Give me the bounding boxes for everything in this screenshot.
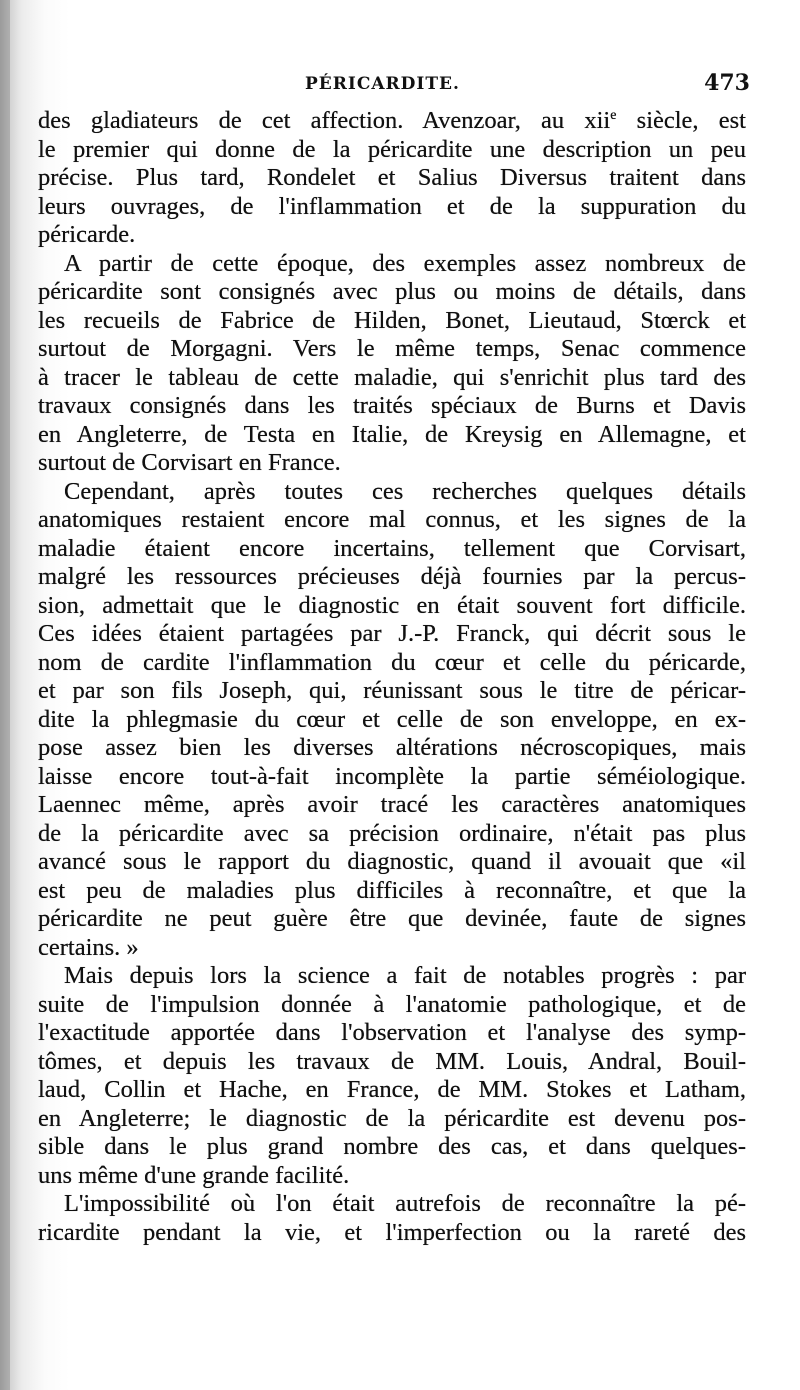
text-line-content: tômes, et depuis les travaux de MM. Louis, Andral, Bouil- xyxy=(38,1047,746,1075)
text-line-content: Mais depuis lors la science a fait de notables progrès : par xyxy=(64,962,746,989)
text-line xyxy=(38,706,746,735)
body-text xyxy=(38,107,746,1247)
text-line xyxy=(38,934,746,963)
text-line-content: suite de l'impulsion donnée à l'anatomie pathologique, et de xyxy=(38,990,746,1018)
text-line-content: péricarde. xyxy=(38,221,136,248)
page-gutter-shadow xyxy=(0,0,10,1390)
superscript: e xyxy=(610,107,617,123)
text-line-content: Laennec même, après avoir tracé les caractères anatomiques xyxy=(38,791,746,818)
text-line xyxy=(38,392,746,421)
text-line-content: certains. » xyxy=(38,933,139,961)
text-line-content: des gladiateurs de cet affection. Avenzoar, au xii xyxy=(38,107,611,134)
text-line xyxy=(38,506,746,535)
text-line-content: sion, admettait que le diagnostic en était souvent fort difficile. xyxy=(38,591,746,619)
text-line-content: péricardite sont consignés avec plus ou moins de détails, dans xyxy=(38,278,746,305)
text-line-content: à tracer le tableau de cette maladie, qui s'enrichit plus tard des xyxy=(38,363,746,391)
text-line xyxy=(38,962,746,991)
text-line xyxy=(38,449,746,478)
text-line-content: en Angleterre, de Testa en Italie, de Kreysig en Allemagne, et xyxy=(38,420,746,448)
text-line xyxy=(38,221,746,250)
text-line-content: malgré les ressources précieuses déjà fournies par la percus- xyxy=(38,563,746,590)
text-line xyxy=(38,1190,746,1219)
text-line xyxy=(38,649,746,678)
text-line-content: est peu de maladies plus difficiles à reconnaître, et que la xyxy=(38,876,746,904)
text-line-content: L'impossibilité où l'on était autrefois de reconnaître la pé- xyxy=(64,1190,746,1217)
text-line xyxy=(38,1019,746,1048)
text-line-content: anatomiques restaient encore mal connus, et les signes de la xyxy=(38,506,746,533)
text-line-content: dite la phlegmasie du cœur et celle de son enveloppe, en ex- xyxy=(38,705,746,733)
text-line xyxy=(38,250,746,279)
text-line-content: le premier qui donne de la péricardite une description un peu xyxy=(38,135,746,163)
text-line xyxy=(38,278,746,307)
text-line xyxy=(38,421,746,450)
text-line-content: sible dans le plus grand nombre des cas, et dans quelques- xyxy=(38,1133,746,1160)
text-line xyxy=(38,791,746,820)
text-line-content: travaux consignés dans les traités spéciaux de Burns et Davis xyxy=(38,392,746,419)
text-line-content: Cependant, après toutes ces recherches quelques détails xyxy=(64,477,746,505)
text-line xyxy=(38,535,746,564)
text-line xyxy=(38,563,746,592)
text-line-content: maladie étaient encore incertains, tellement que Corvisart, xyxy=(38,534,746,562)
text-line xyxy=(38,478,746,507)
text-line-content: uns même d'une grande facilité. xyxy=(38,1161,350,1189)
text-line-content: de la péricardite avec sa précision ordinaire, n'était pas plus xyxy=(38,819,746,847)
text-line xyxy=(38,364,746,393)
page-number: 473 xyxy=(704,70,750,96)
text-line-content: précise. Plus tard, Rondelet et Salius Diversus traitent dans xyxy=(38,164,746,191)
text-line-tail: siècle, est xyxy=(616,107,746,134)
text-line xyxy=(38,1219,746,1248)
text-line-content: laud, Collin et Hache, en France, de MM. Stokes et Latham, xyxy=(38,1076,746,1103)
text-line xyxy=(38,307,746,336)
text-line xyxy=(38,763,746,792)
text-line-content: les recueils de Fabrice de Hilden, Bonet, Lieutaud, Stœrck et xyxy=(38,306,746,334)
page-header xyxy=(40,70,750,100)
text-line xyxy=(38,877,746,906)
text-line xyxy=(38,734,746,763)
text-line xyxy=(38,107,746,136)
text-line xyxy=(38,592,746,621)
text-line xyxy=(38,164,746,193)
text-line xyxy=(38,677,746,706)
text-line xyxy=(38,848,746,877)
text-line-content: l'exactitude apportée dans l'observation et l'analyse des symp- xyxy=(38,1019,746,1046)
text-line-content: et par son fils Joseph, qui, réunissant sous le titre de péricar- xyxy=(38,677,746,704)
text-line xyxy=(38,905,746,934)
text-line xyxy=(38,1162,746,1191)
text-line xyxy=(38,1133,746,1162)
text-line xyxy=(38,991,746,1020)
text-line-content: surtout de Morgagni. Vers le même temps, Senac commence xyxy=(38,335,746,362)
text-line-content: ricardite pendant la vie, et l'imperfection ou la rareté des xyxy=(38,1218,746,1246)
text-line xyxy=(38,820,746,849)
running-title: PÉRICARDITE. xyxy=(305,74,460,94)
text-line-content: pose assez bien les diverses altérations nécroscopiques, mais xyxy=(38,734,746,761)
text-line xyxy=(38,620,746,649)
text-line xyxy=(38,335,746,364)
text-line-content: avancé sous le rapport du diagnostic, quand il avouait que «il xyxy=(38,848,746,875)
text-line-content: laisse encore tout-à-fait incomplète la partie séméiologique. xyxy=(38,762,746,790)
text-line-content: péricardite ne peut guère être que devinée, faute de signes xyxy=(38,905,746,932)
text-line-content: Ces idées étaient partagées par J.-P. Franck, qui décrit sous le xyxy=(38,620,746,647)
text-line xyxy=(38,136,746,165)
text-line xyxy=(38,1076,746,1105)
text-line-content: surtout de Corvisart en France. xyxy=(38,449,341,476)
text-line xyxy=(38,1105,746,1134)
text-line-content: en Angleterre; le diagnostic de la péricardite est devenu pos- xyxy=(38,1104,746,1132)
text-line xyxy=(38,1048,746,1077)
text-line-content: leurs ouvrages, de l'inflammation et de la suppuration du xyxy=(38,192,746,220)
text-line-content: nom de cardite l'inflammation du cœur et celle du péricarde, xyxy=(38,648,746,676)
text-line-content: A partir de cette époque, des exemples assez nombreux de xyxy=(64,249,746,277)
text-line xyxy=(38,193,746,222)
